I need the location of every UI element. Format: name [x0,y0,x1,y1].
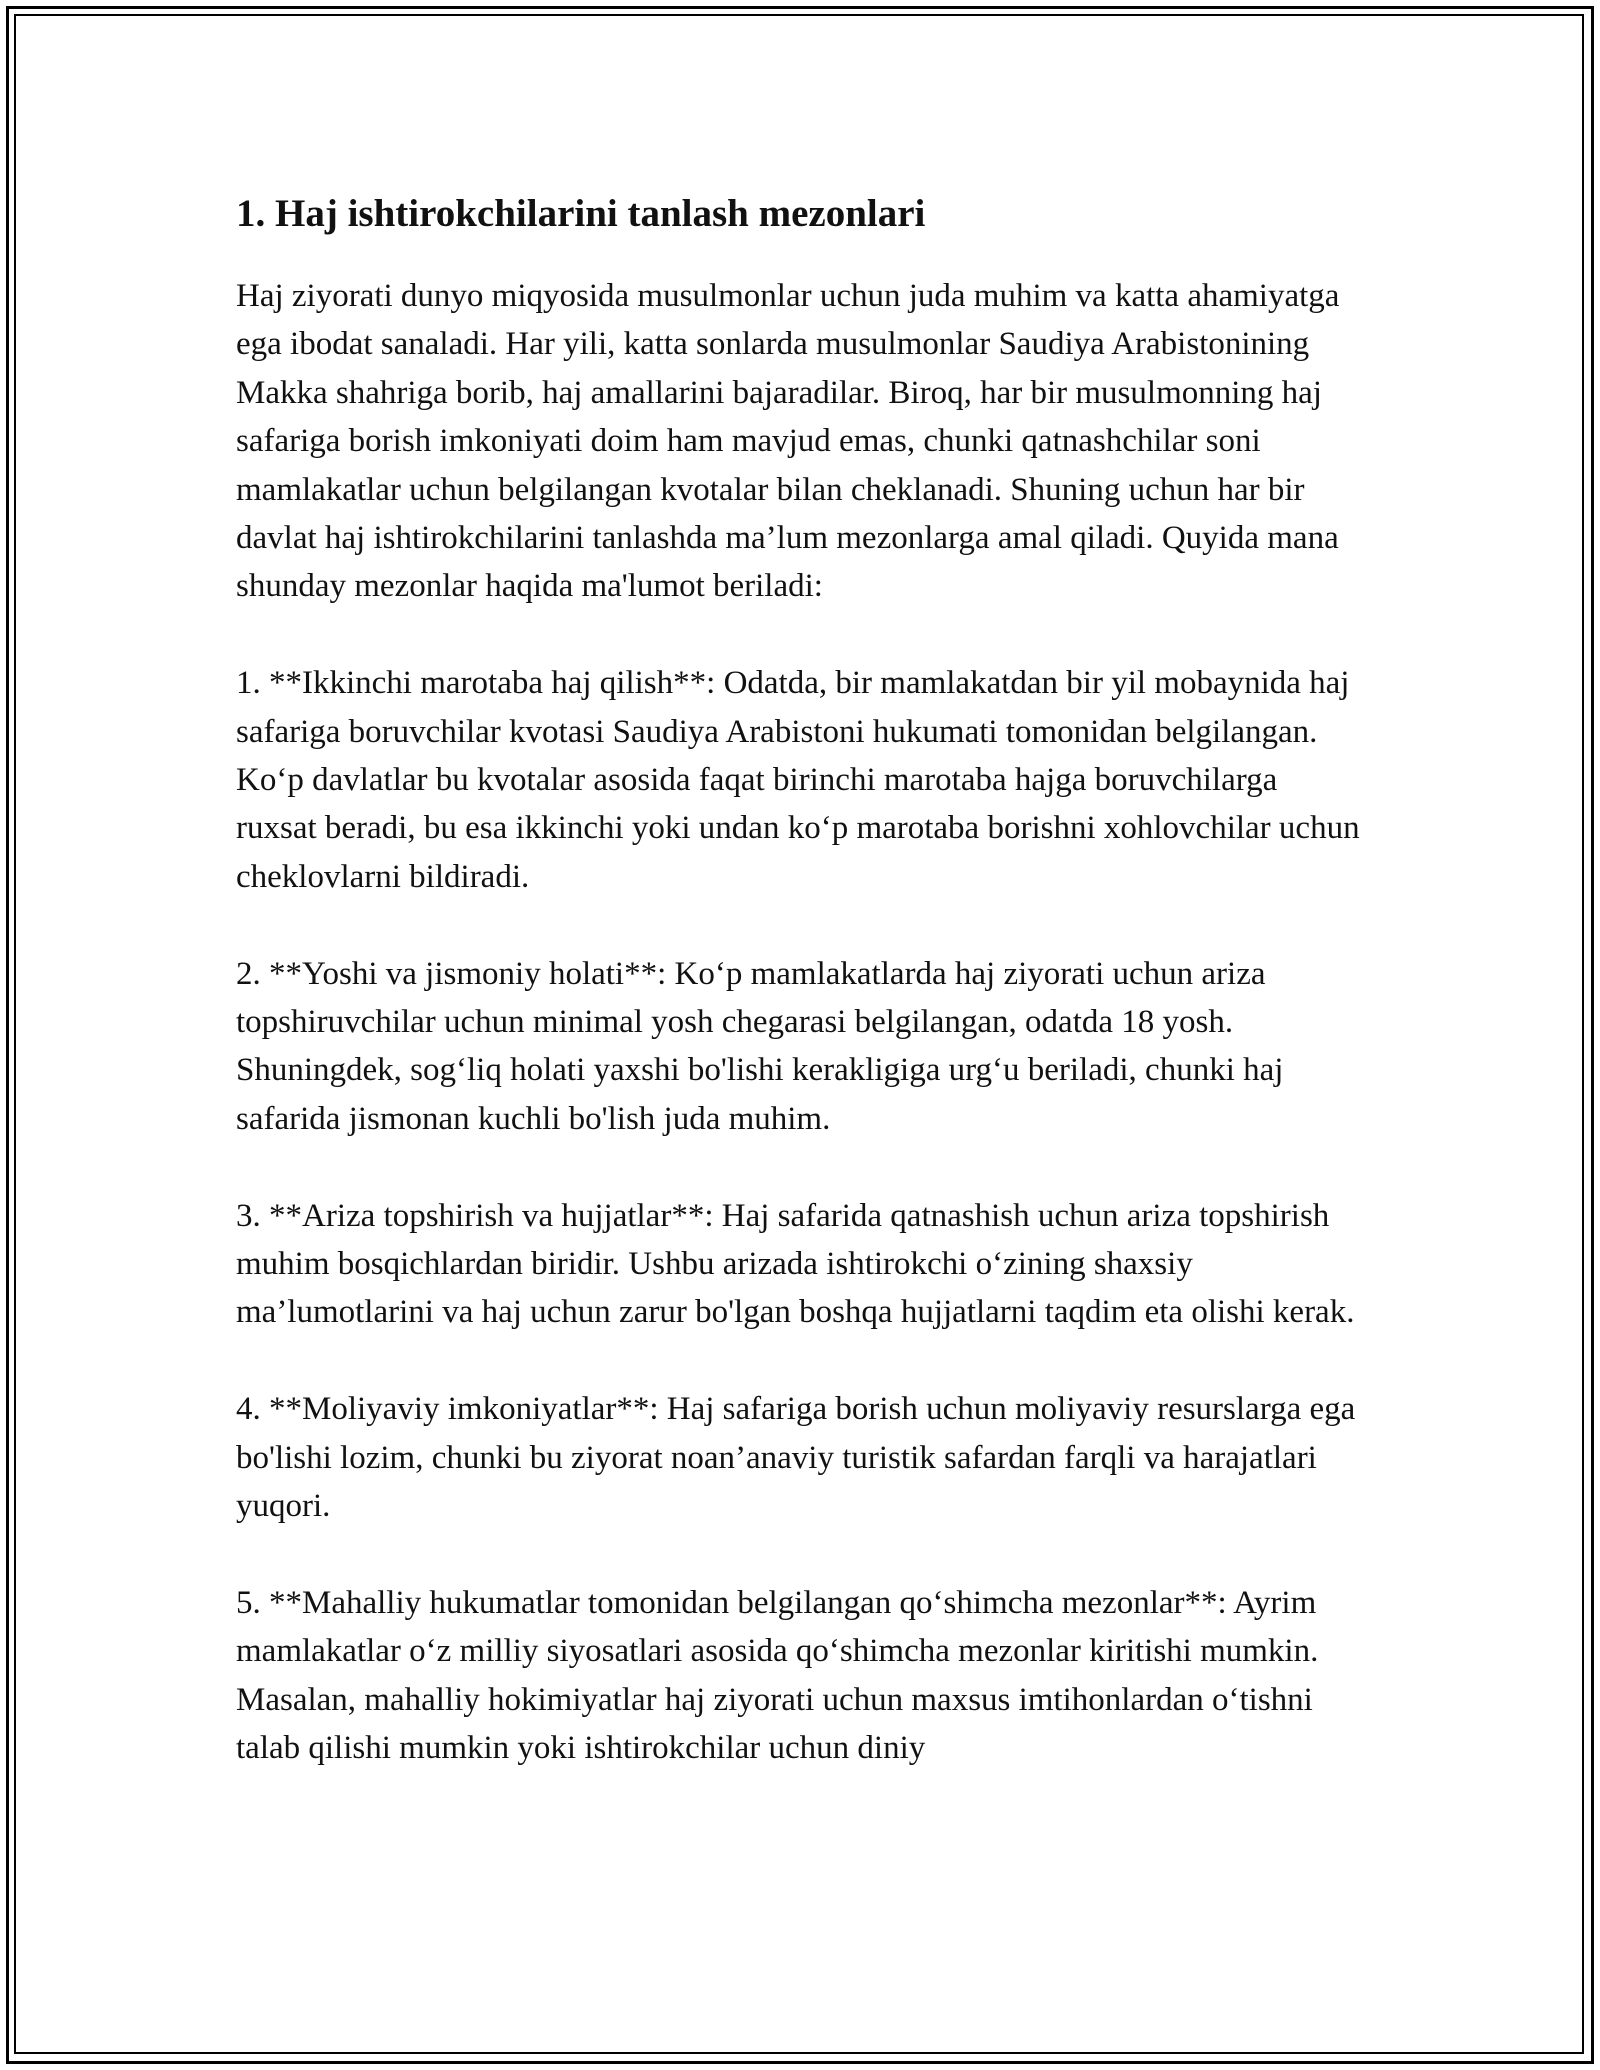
criterion-paragraph-2: 2. **Yoshi va jismoniy holati**: Ko‘p mamlakatlarda haj ziyorati uchun ariza topshiruvchilar uchun minimal yosh chegarasi belgilangan, odatda 18 yosh. Shuningdek, sog‘liq holati yaxshi bo'lishi kerakligiga urg‘u beriladi, chunki haj safarida jismonan kuchli bo'lish juda muhim. [236,955,1284,1137]
criterion-paragraph-4: 4. **Moliyaviy imkoniyatlar**: Haj safariga borish uchun moliyaviy resurslarga ega bo'lishi lozim, chunki bu ziyorat noan’anaviy turistik safardan farqli va harajatlari yuqori. [236,1391,1356,1525]
document-body [236,188,1366,1821]
criterion-paragraph-5: 5. **Mahalliy hukumatlar tomonidan belgilangan qo‘shimcha mezonlar**: Ayrim mamlakatlar o‘z milliy siyosatlari asosida qo‘shimcha mezonlar kiritishi mumkin. Masalan, mahalliy hokimiyatlar haj ziyorati uchun maxsus imtihonlardan o‘tishni talab qilishi mumkin yoki ishtirokchilar uchun diniy [236,1584,1319,1767]
intro-paragraph: Haj ziyorati dunyo miqyosida musulmonlar uchun juda muhim va katta ahamiyatga ega ibodat sanaladi. Har yili, katta sonlarda musulmonlar Saudiya Arabistonining Makka shahriga borib, haj amallarini bajaradilar. Biroq, har bir musulmonning haj safariga borish imkoniyati doim ham mavjud emas, chunki qatnashchilar soni mamlakatlar uchun belgilangan kvotalar bilan cheklanadi. Shuning uchun har bir davlat haj ishtirokchilarini tanlashda ma’lum mezonlarga amal qiladi. Quyida mana shunday mezonlar haqida ma'lumot beriladi: [236,278,1340,605]
criterion-paragraph-3: 3. **Ariza topshirish va hujjatlar**: Haj safarida qatnashish uchun ariza topshirish muhim bosqichlardan biridir. Ushbu arizada ishtirokchi o‘zining shaxsiy ma’lumotlarini va haj uchun zarur bo'lgan boshqa hujjatlarni taqdim eta olishi kerak. [236,1197,1355,1331]
document-title: 1. Haj ishtirokchilarini tanlash mezonlari [236,192,926,235]
criterion-paragraph-1: 1. **Ikkinchi marotaba haj qilish**: Odatda, bir mamlakatdan bir yil mobaynida haj safariga boruvchilar kvotasi Saudiya Arabistoni hukumati tomonidan belgilangan. Ko‘p davlatlar bu kvotalar asosida faqat birinchi marotaba hajga boruvchilarga ruxsat beradi, bu esa ikkinchi yoki undan ko‘p marotaba borishni xohlovchilar uchun cheklovlarni bildiradi. [236,665,1360,895]
